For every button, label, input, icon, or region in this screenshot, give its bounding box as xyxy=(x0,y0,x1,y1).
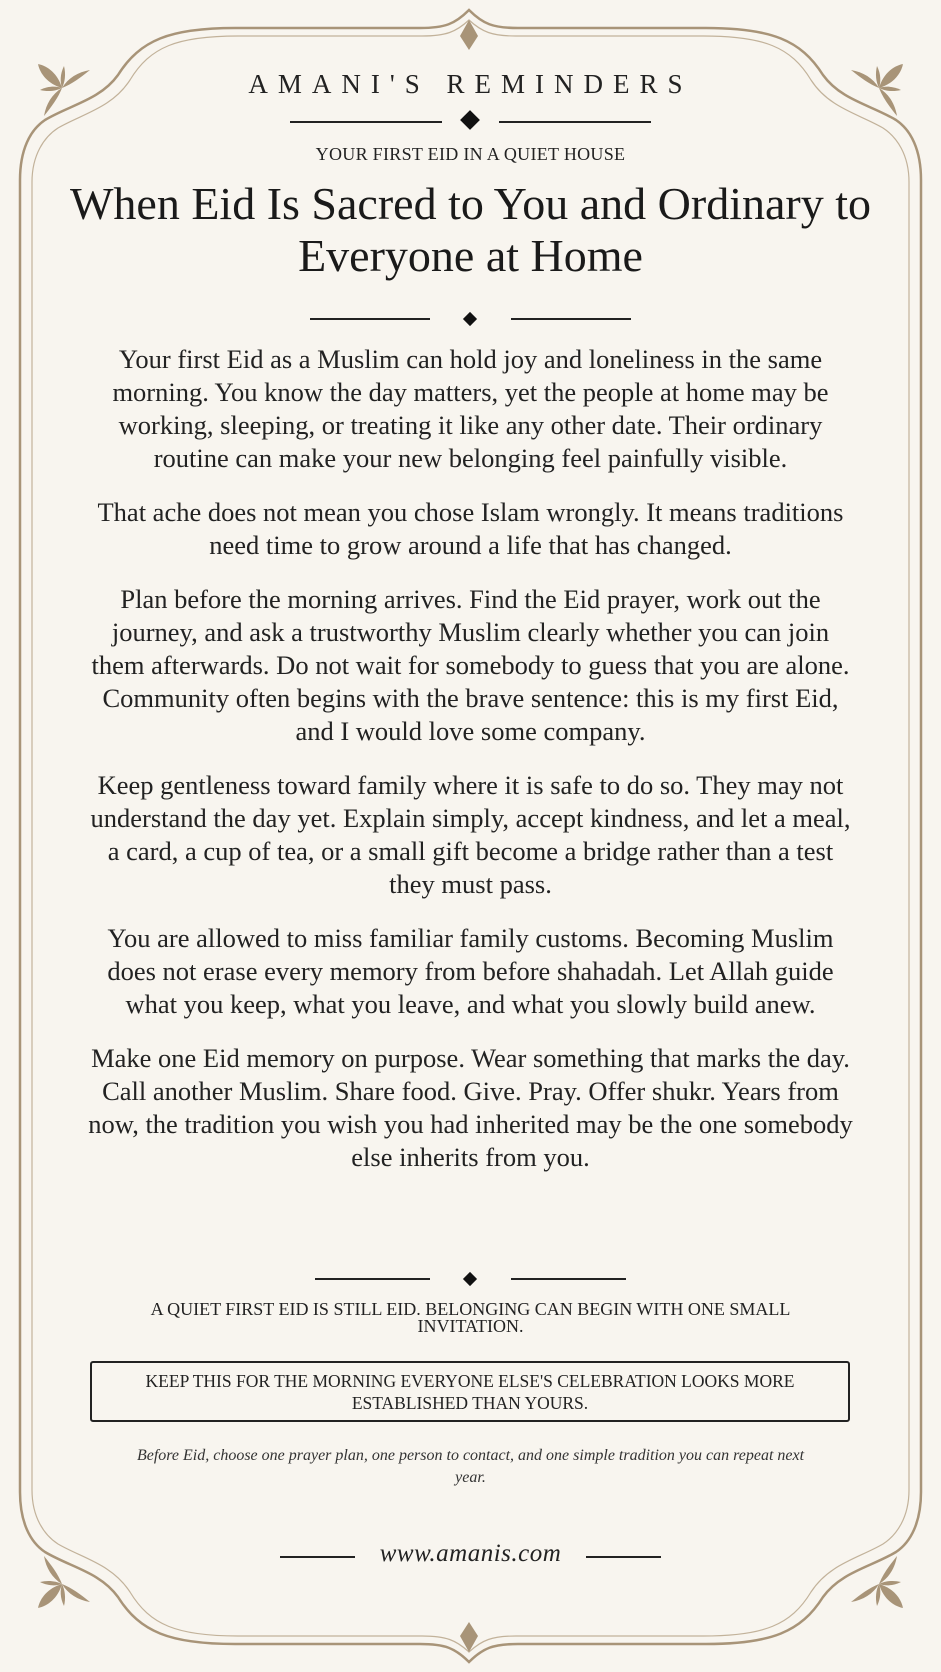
bottom-diamond-ornament-icon xyxy=(460,1622,478,1652)
paragraph-5: You are allowed to miss familiar family customs. Becoming Muslim does not erase every memory from before shahadah. Let Allah guide what you keep, what you leave, and what you slowly build anew. xyxy=(107,923,834,1019)
paragraph-6: Make one Eid memory on purpose. Wear something that marks the day. Call another Muslim. Share food. Give. Pray. Offer shukr. Years from now, the tradition you wish you had inherited may be the one somebody else inherits from you. xyxy=(88,1043,853,1172)
title-divider-left xyxy=(310,318,430,320)
paragraph-2: That ache does not mean you chose Islam wrongly. It means traditions need time to grow around a life that has changed. xyxy=(97,497,844,560)
tagline: A QUIET FIRST EID IS STILL EID. BELONGING CAN BEGIN WITH ONE SMALL INVITATION. xyxy=(150,1299,791,1336)
page-title: When Eid Is Sacred to You and Ordinary to Everyone at Home xyxy=(69,178,872,281)
paragraph-3: Plan before the morning arrives. Find the Eid prayer, work out the journey, and ask a trustworthy Muslim clearly whether you can join them afterwards. Do not wait for somebody to guess that you are alone. Community often begins with the brave sentence: this is my first Eid, and I would love some company. xyxy=(91,584,850,746)
kicker-subtitle: YOUR FIRST EID IN A QUIET HOUSE xyxy=(315,144,626,164)
header-divider-left xyxy=(290,121,442,123)
footer-divider-right xyxy=(586,1556,661,1558)
title-divider-right xyxy=(511,318,631,320)
footer-note: Before Eid, choose one prayer plan, one person to contact, and one simple tradition you can repeat next year. xyxy=(136,1447,805,1486)
lower-divider-left xyxy=(315,1278,430,1280)
top-diamond-ornament-icon xyxy=(460,20,478,50)
lower-divider-right xyxy=(511,1278,626,1280)
brand-name: AMANI'S REMINDERS xyxy=(248,69,693,99)
paragraph-1: Your first Eid as a Muslim can hold joy and loneliness in the same morning. You know the day matters, yet the people at home may be working, sleeping, or treating it like any other date. Their ordinary routine can make your new belonging feel painfully visible. xyxy=(112,344,829,473)
callout-text: KEEP THIS FOR THE MORNING EVERYONE ELSE'S CELEBRATION LOOKS MORE ESTABLISHED THAN YOURS. xyxy=(145,1370,795,1413)
article-body xyxy=(84,343,857,1195)
website-link[interactable]: www.amanis.com xyxy=(379,1540,562,1567)
callout-box xyxy=(90,1361,850,1422)
paragraph-4: Keep gentleness toward family where it is safe to do so. They may not understand the day yet. Explain simply, accept kindness, and let a meal, a card, a cup of tea, or a small gift become a bridge rather than a test they must pass. xyxy=(90,770,851,899)
header-divider-right xyxy=(499,121,651,123)
